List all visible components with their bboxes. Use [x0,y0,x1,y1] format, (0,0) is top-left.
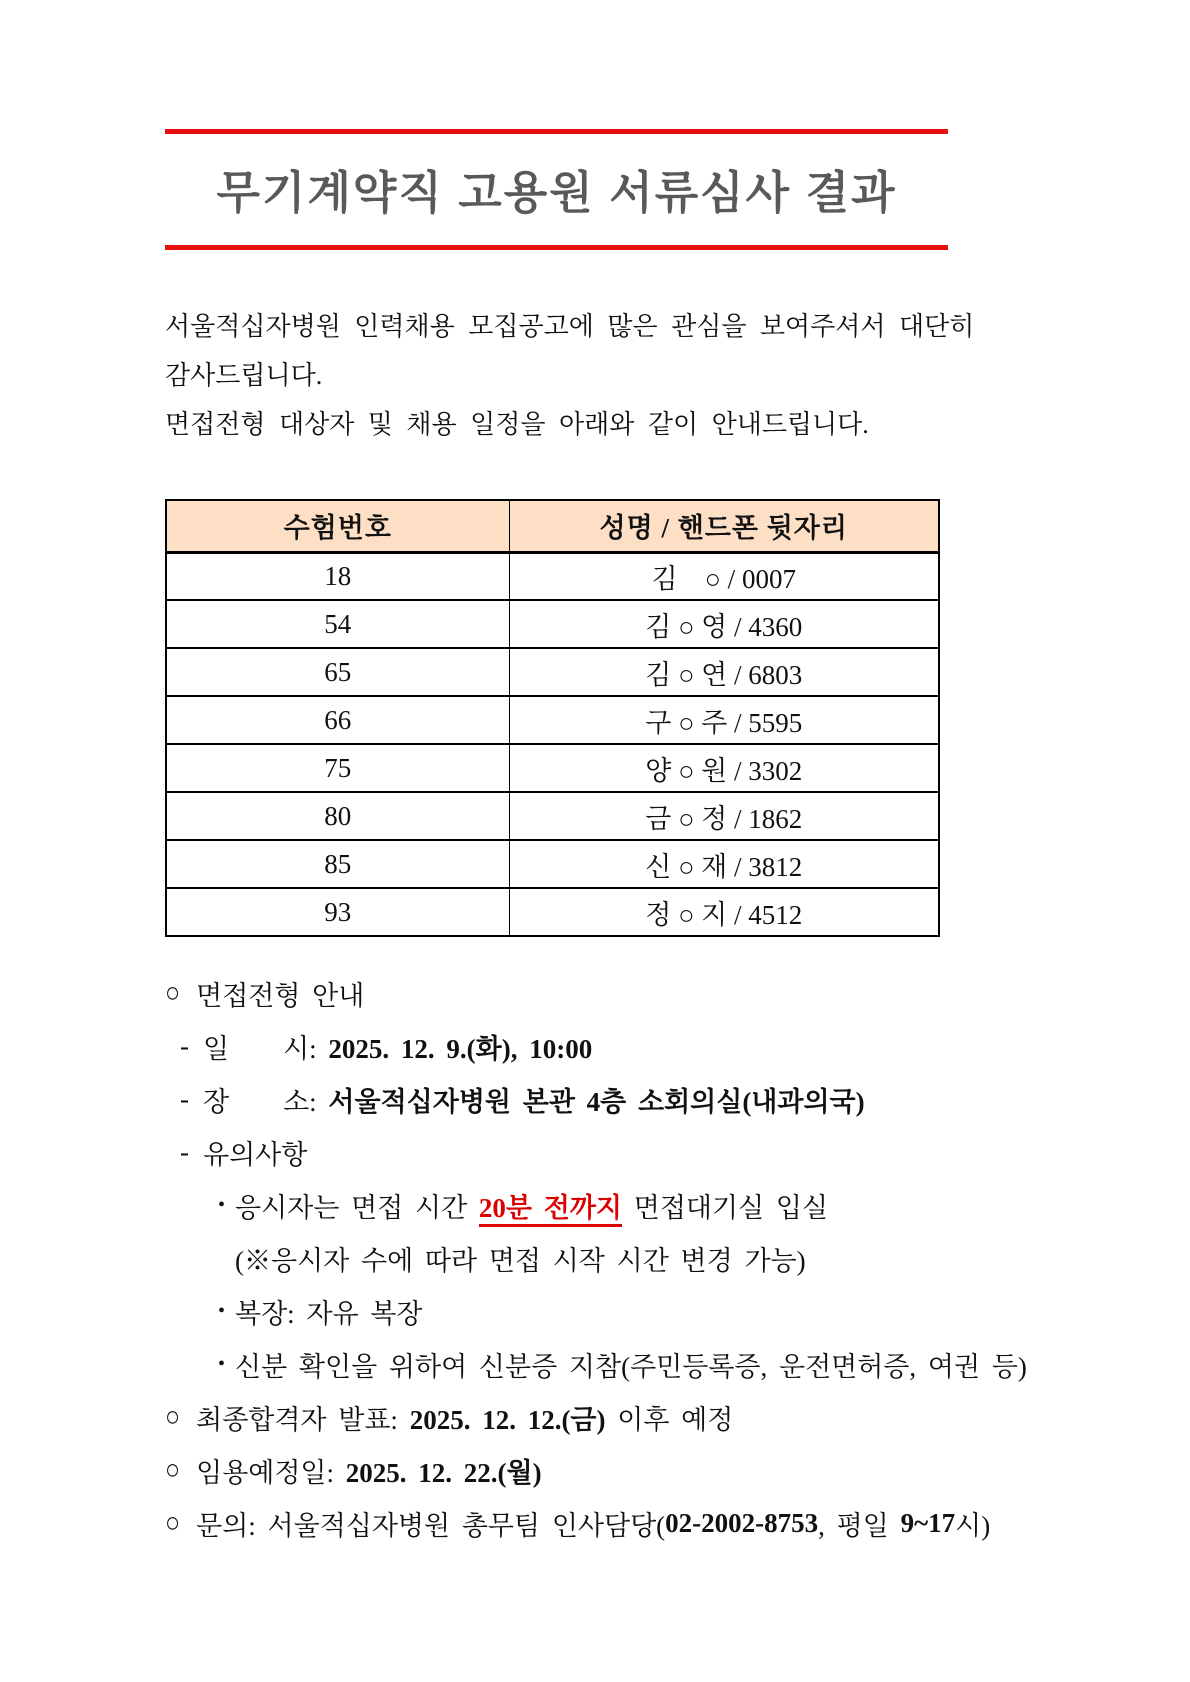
precautions-heading: 유의사항 [203,1140,308,1170]
interview-guide-heading [165,967,958,1020]
heading-text: 면접전형 안내 [196,981,365,1011]
name-phone-cell: 김 ○ 연 / 6803 [509,648,939,696]
table-row [166,696,939,744]
dash-bullet-icon: - [180,1084,189,1114]
circle-bullet-icon: ○ [165,977,181,1009]
exam-number-cell: 80 [166,792,509,840]
table-header-row [166,500,939,552]
document-body [165,129,1027,1550]
exam-number-cell: 66 [166,696,509,744]
intro-paragraph [165,302,975,449]
interview-venue-line [165,1073,958,1126]
circle-bullet-icon: ○ [165,1507,181,1539]
dot-bullet-icon: • [218,1353,226,1375]
name-phone-cell: 김 ○ 영 / 4360 [509,600,939,648]
exam-number-cell: 93 [166,888,509,936]
final-announcement-date: 2025. 12. 12.(금) [409,1405,606,1435]
exam-number-cell: 18 [166,552,509,600]
circle-bullet-icon: ○ [165,1454,181,1486]
table-row [166,648,939,696]
dress-code-text: 복장: 자유 복장 [235,1299,423,1329]
name-phone-cell: 정 ○ 지 / 4512 [509,888,939,936]
appointment-date: 2025. 12. 22.(월) [345,1458,542,1488]
intro-line: 서울적십자병원 인력채용 모집공고에 많은 관심을 보여주셔서 대단히 [165,312,975,341]
title-bottom-rule [165,245,948,250]
appointment-label: 임용예정일: [196,1458,346,1488]
id-check-text: 신분 확인을 위하여 신분증 지참(주민등록증, 운전면허증, 여권 등) [235,1352,1027,1382]
venue-value: 서울적십자병원 본관 4층 소회의실(내과의국) [328,1087,865,1117]
final-announcement-line [165,1391,958,1444]
column-header-exam-number: 수험번호 [166,500,509,552]
page-title: 무기계약직 고용원 서류심사 결과 [216,167,897,218]
datetime-value: 2025. 12. 9.(화), 10:00 [328,1034,593,1064]
table-row [166,600,939,648]
dress-code-line [165,1285,958,1338]
table-row [166,840,939,888]
dot-bullet-icon: • [218,1300,226,1322]
name-phone-cell: 김 ○ / 0007 [509,552,939,600]
entry-text-pre: 응시자는 면접 시간 [235,1193,479,1223]
name-phone-cell: 신 ○ 재 / 3812 [509,840,939,888]
table-row [166,792,939,840]
contact-hours: 9~17 [900,1508,956,1538]
dot-bullet-icon: • [218,1194,226,1216]
name-phone-cell: 금 ○ 정 / 1862 [509,792,939,840]
entry-text-post: 면접대기실 입실 [622,1193,829,1223]
contact-mid-text: , 평일 [818,1511,901,1541]
table-row [166,744,939,792]
dash-bullet-icon: - [180,1137,189,1167]
contact-suffix: 시) [955,1511,991,1541]
applicant-table [165,499,940,937]
exam-number-cell: 54 [166,600,509,648]
name-phone-cell: 양 ○ 원 / 3302 [509,744,939,792]
dash-bullet-icon: - [180,1031,189,1061]
exam-number-cell: 65 [166,648,509,696]
intro-line: 면접전형 대상자 및 채용 일정을 아래와 같이 안내드립니다. [165,410,869,439]
notice-section [165,967,1027,1550]
table-row [166,552,939,600]
contact-label: 문의: 서울적십자병원 총무팀 인사담당( [196,1511,666,1541]
exam-number-cell: 85 [166,840,509,888]
exam-number-cell: 75 [166,744,509,792]
datetime-label: 일 시: [203,1034,329,1064]
entry-time-line [165,1179,958,1232]
venue-label: 장 소: [203,1087,329,1117]
table-row [166,888,939,936]
contact-line [165,1497,991,1550]
entry-note-line [165,1232,958,1285]
entry-note-text: (※응시자 수에 따라 면접 시작 시간 변경 가능) [235,1246,806,1276]
name-phone-cell: 구 ○ 주 / 5595 [509,696,939,744]
interview-datetime-line [165,1020,958,1073]
entry-highlight: 20분 전까지 [478,1193,622,1223]
circle-bullet-icon: ○ [165,1401,181,1433]
final-announcement-suffix: 이후 예정 [605,1405,734,1435]
column-header-name-phone: 성명 / 핸드폰 뒷자리 [509,500,939,552]
appointment-date-line [165,1444,958,1497]
final-announcement-label: 최종합격자 발표: [196,1405,410,1435]
precautions-heading-line [165,1126,958,1179]
id-check-line [165,1338,1027,1391]
intro-line: 감사드립니다. [165,361,323,390]
contact-phone: 02-2002-8753 [665,1508,819,1538]
